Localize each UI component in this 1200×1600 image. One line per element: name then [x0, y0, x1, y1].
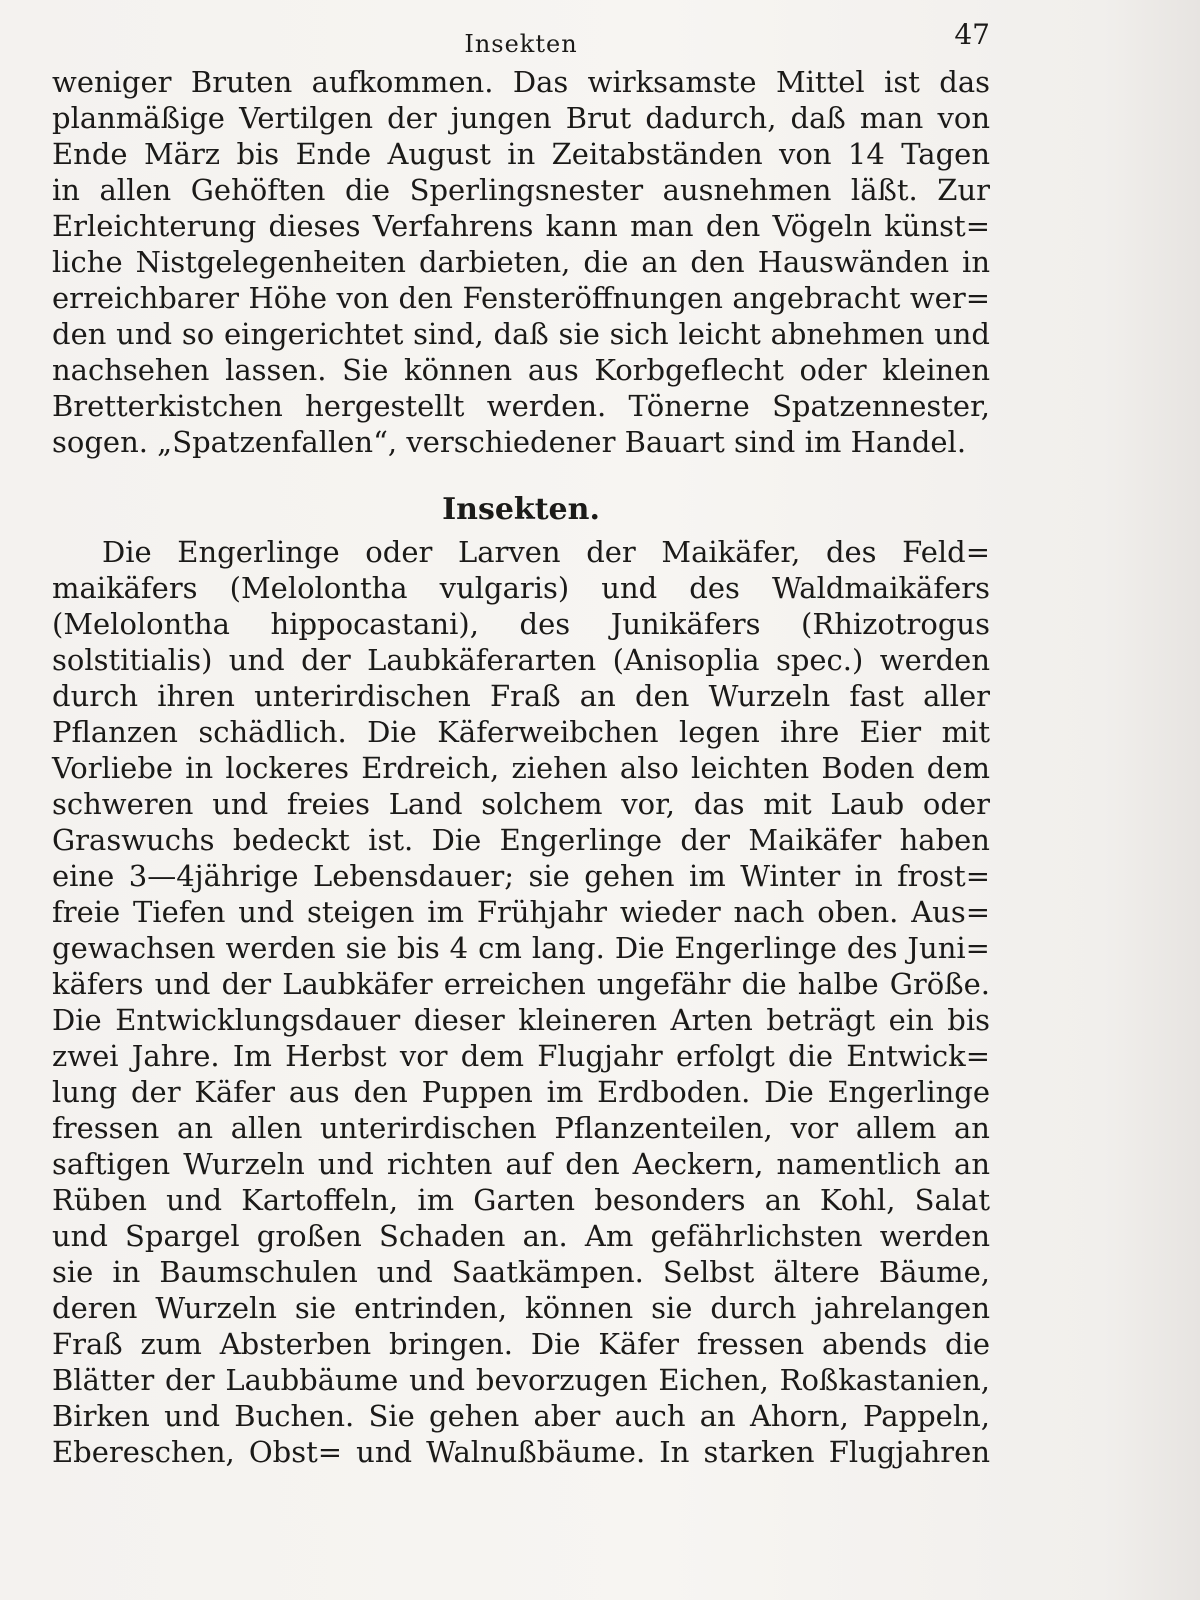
text-line: fressen an allen unterirdischen Pflanzenteilen, vor allem an — [52, 1111, 990, 1145]
text-line: Bretterkistchen hergestellt werden. Tönerne Spatzennester, — [52, 389, 990, 423]
page-number: 47 — [954, 18, 990, 51]
text-line: solstitialis) und der Laubkäferarten (Anisoplia spec.) werden — [52, 643, 990, 677]
text-line: sogen. „Spatzenfallen“, verschiedener Bauart sind im Handel. — [52, 425, 967, 459]
text-line: sie in Baumschulen und Saatkämpen. Selbst ältere Bäume, — [52, 1255, 990, 1289]
text-line: erreichbarer Höhe von den Fensteröffnungen angebracht wer= — [52, 281, 990, 315]
section-heading: Insekten. — [442, 492, 600, 527]
text-line: durch ihren unterirdischen Fraß an den Wurzeln fast aller — [52, 679, 990, 713]
text-line: Vorliebe in lockeres Erdreich, ziehen also leichten Boden dem — [52, 751, 990, 785]
text-line: in allen Gehöften die Sperlingsnester ausnehmen läßt. Zur — [52, 173, 990, 207]
paragraph-grubs — [52, 534, 990, 1470]
text-line: Die Entwicklungsdauer dieser kleineren Arten beträgt ein bis — [52, 1003, 990, 1037]
text-line: Ebereschen, Obst= und Walnußbäume. In starken Flugjahren — [52, 1435, 990, 1469]
text-line: maikäfers (Melolontha vulgaris) und des Waldmaikäfers — [52, 571, 990, 605]
text-line: Birken und Buchen. Sie gehen aber auch an Ahorn, Pappeln, — [52, 1399, 990, 1433]
text-line: lung der Käfer aus den Puppen im Erdboden. Die Engerlinge — [52, 1075, 990, 1109]
page-content — [52, 18, 990, 1470]
text-line: liche Nistgelegenheiten darbieten, die an den Hauswänden in — [52, 245, 990, 279]
text-line: planmäßige Vertilgen der jungen Brut dadurch, daß man von — [52, 101, 990, 135]
text-line: den und so eingerichtet sind, daß sie sich leicht abnehmen und — [52, 317, 990, 351]
paragraph-sparrow-control — [52, 64, 990, 460]
text-line: Ende März bis Ende August in Zeitabständen von 14 Tagen — [52, 137, 990, 171]
text-line: weniger Bruten aufkommen. Das wirksamste Mittel ist das — [52, 65, 990, 99]
text-line: (Melolontha hippocastani), des Junikäfers (Rhizotrogus — [52, 607, 990, 641]
running-header — [52, 18, 990, 64]
text-line: gewachsen werden sie bis 4 cm lang. Die Engerlinge des Juni= — [52, 931, 990, 965]
text-line: Graswuchs bedeckt ist. Die Engerlinge der Maikäfer haben — [52, 823, 990, 857]
text-line: deren Wurzeln sie entrinden, können sie durch jahrelangen — [52, 1291, 990, 1325]
text-line: nachsehen lassen. Sie können aus Korbgeflecht oder kleinen — [52, 353, 990, 387]
text-line: Die Engerlinge oder Larven der Maikäfer, des Feld= — [102, 535, 990, 569]
text-line: saftigen Wurzeln und richten auf den Aeckern, namentlich an — [52, 1147, 990, 1181]
text-line: zwei Jahre. Im Herbst vor dem Flugjahr erfolgt die Entwick= — [52, 1039, 990, 1073]
text-line: und Spargel großen Schaden an. Am gefährlichsten werden — [52, 1219, 990, 1253]
text-line: käfers und der Laubkäfer erreichen ungefähr die halbe Größe. — [52, 967, 990, 1001]
text-line: freie Tiefen und steigen im Frühjahr wieder nach oben. Aus= — [52, 895, 990, 929]
text-line: Erleichterung dieses Verfahrens kann man den Vögeln künst= — [52, 209, 990, 243]
text-line: eine 3—4jährige Lebensdauer; sie gehen im Winter in frost= — [52, 859, 990, 893]
text-line: Fraß zum Absterben bringen. Die Käfer fressen abends die — [52, 1327, 990, 1361]
text-line: schweren und freies Land solchem vor, das mit Laub oder — [52, 787, 990, 821]
text-line: Blätter der Laubbäume und bevorzugen Eichen, Roßkastanien, — [52, 1363, 990, 1397]
text-line: Pflanzen schädlich. Die Käferweibchen legen ihre Eier mit — [52, 715, 990, 749]
running-title: Insekten — [464, 30, 578, 58]
text-line: Rüben und Kartoffeln, im Garten besonders an Kohl, Salat — [52, 1183, 990, 1217]
